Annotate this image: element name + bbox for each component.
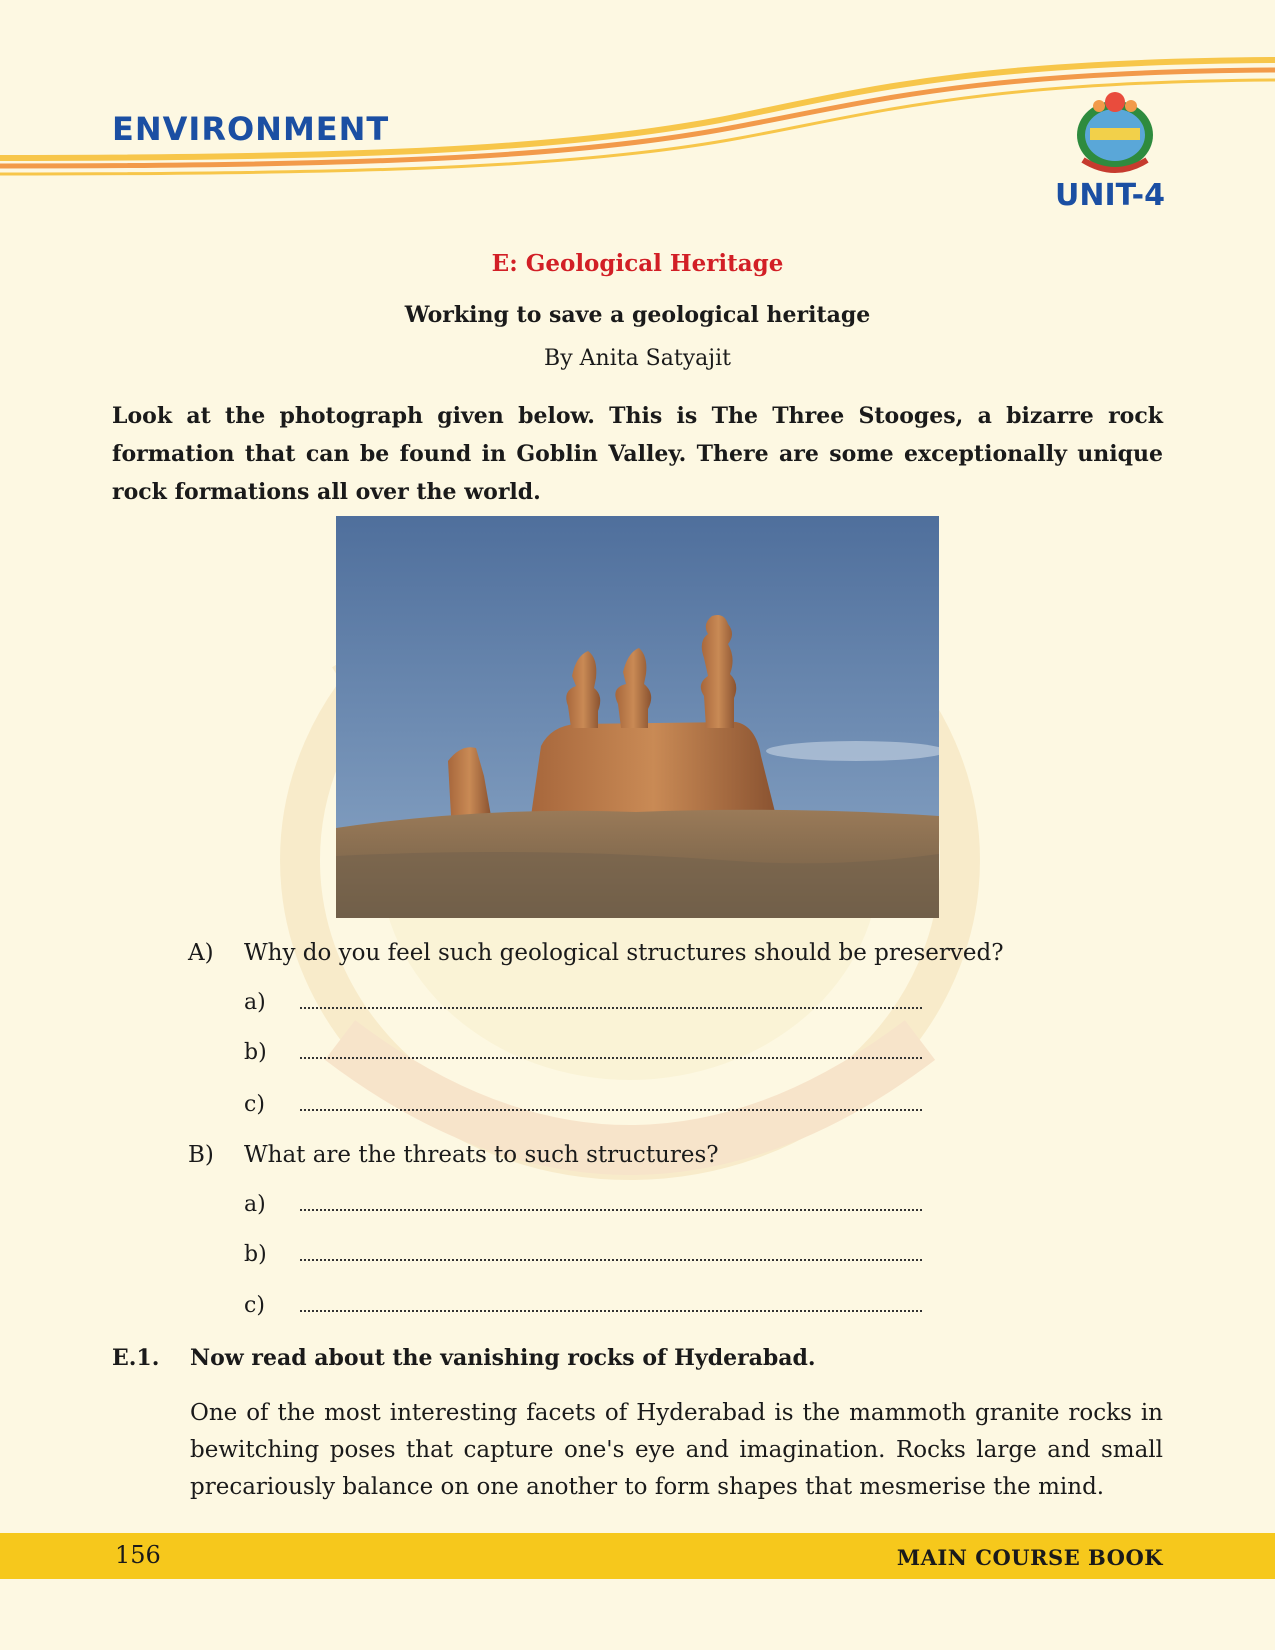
answer-line[interactable] <box>244 1192 922 1217</box>
question-b <box>188 1142 719 1168</box>
question-text: Why do you feel such geological structures should be preserved? <box>244 940 1004 966</box>
answer-label: a) <box>244 990 266 1015</box>
answer-line[interactable] <box>244 1092 922 1117</box>
school-emblem-logo <box>1065 80 1165 180</box>
answer-blank[interactable] <box>300 1043 922 1059</box>
answer-label: a) <box>244 1192 266 1217</box>
answer-label: b) <box>244 1242 267 1267</box>
unit-label: UNIT-4 <box>1055 178 1166 213</box>
answer-blank[interactable] <box>300 1296 922 1312</box>
book-title: MAIN COURSE BOOK <box>896 1545 1163 1570</box>
section-heading: E: Geological Heritage <box>491 250 784 277</box>
exercise-title: Now read about the vanishing rocks of Hyderabad. <box>190 1345 816 1371</box>
answer-blank[interactable] <box>300 993 922 1009</box>
hyderabad-paragraph: One of the most interesting facets of Hyderabad is the mammoth granite rocks in bewitching poses that capture one's eye and imagination. Rocks large and small precariously balance on one another to form shapes that mesmerise the mind. <box>190 1400 1163 1500</box>
article-title: Working to save a geological heritage <box>404 302 871 328</box>
answer-blank[interactable] <box>300 1245 922 1261</box>
answer-line[interactable] <box>244 990 922 1015</box>
answer-line[interactable] <box>244 1040 922 1065</box>
rock-formation-photo <box>336 516 939 918</box>
question-a <box>188 940 1004 966</box>
intro-paragraph: Look at the photograph given below. This is The Three Stooges, a bizarre rock formation that can be found in Goblin Valley. There are some exceptionally unique rock formations all over the world. <box>112 403 1163 505</box>
page-number: 156 <box>115 1541 161 1569</box>
answer-blank[interactable] <box>300 1095 922 1111</box>
answer-label: c) <box>244 1092 265 1117</box>
answer-line[interactable] <box>244 1293 922 1318</box>
article-byline: By Anita Satyajit <box>544 346 731 371</box>
question-label: B) <box>188 1142 214 1168</box>
answer-line[interactable] <box>244 1242 922 1267</box>
exercise-number: E.1. <box>112 1345 160 1371</box>
answer-label: c) <box>244 1293 265 1318</box>
section-title: ENVIRONMENT <box>112 110 390 148</box>
exercise-e1-heading <box>112 1345 816 1371</box>
answer-label: b) <box>244 1040 267 1065</box>
question-text: What are the threats to such structures? <box>244 1142 719 1168</box>
answer-blank[interactable] <box>300 1195 922 1211</box>
question-label: A) <box>188 940 214 966</box>
